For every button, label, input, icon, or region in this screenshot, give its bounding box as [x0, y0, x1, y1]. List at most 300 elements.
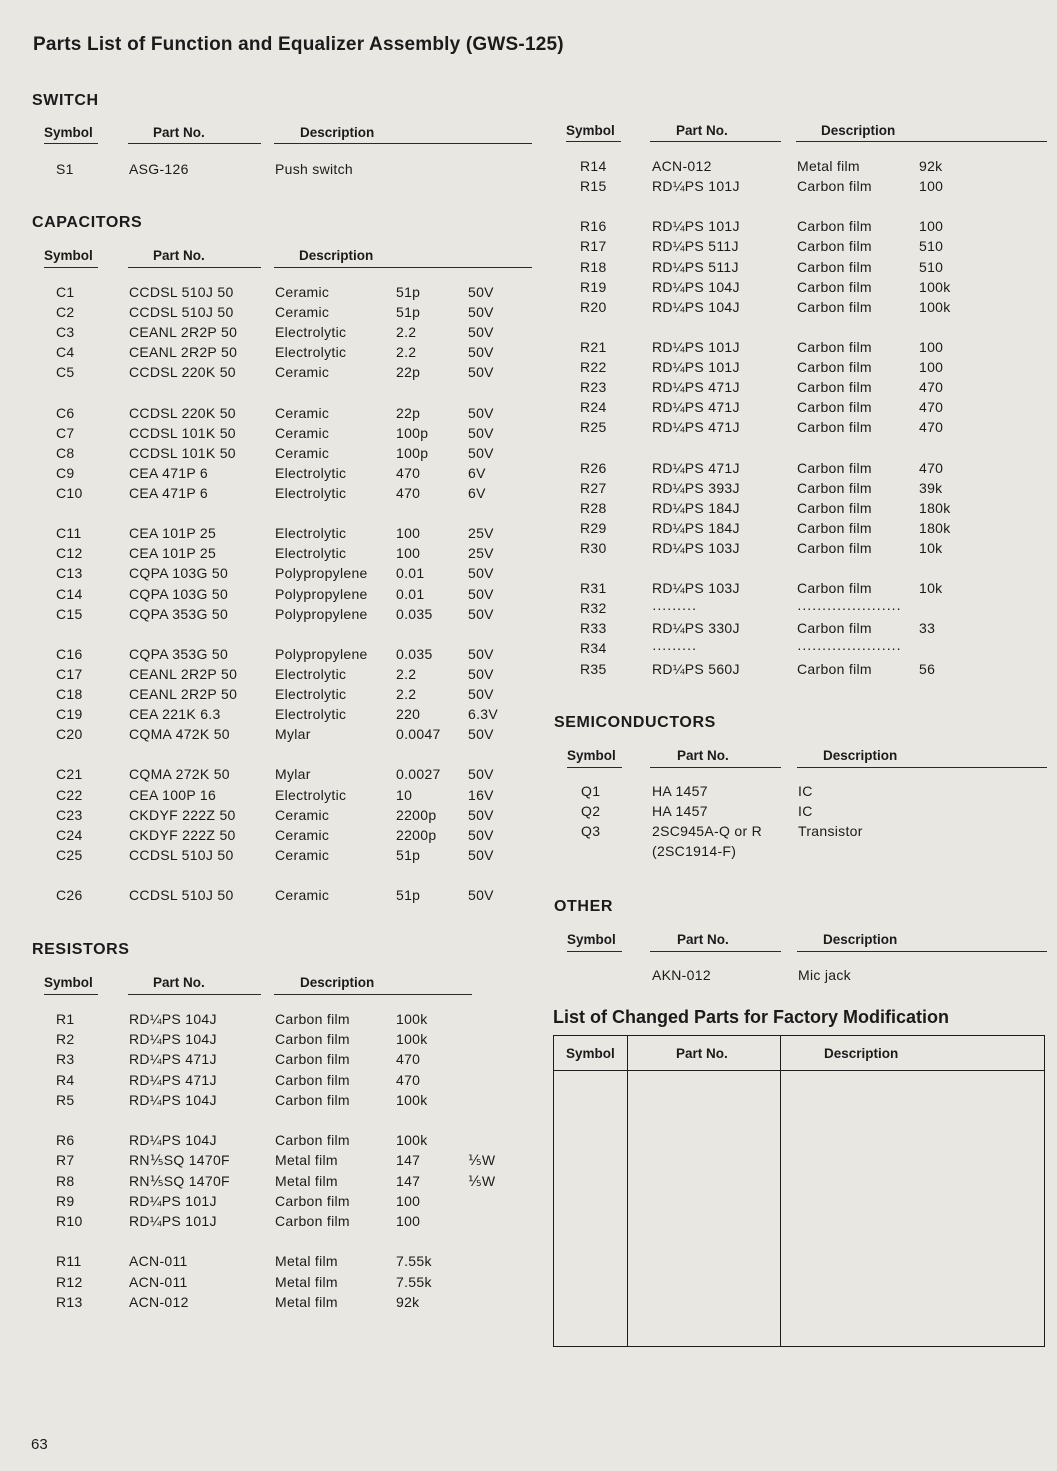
description-cell: Mylar — [275, 766, 311, 783]
value-cell: 22p — [396, 404, 421, 421]
description-cell: Carbon film — [797, 298, 872, 315]
header-rule — [567, 767, 622, 768]
symbol-cell: R23 — [580, 379, 607, 396]
symbol-cell: S1 — [56, 161, 74, 177]
symbol-cell: R31 — [580, 580, 607, 597]
description-cell: Ceramic — [275, 806, 330, 823]
description-cell: Polypropylene — [275, 565, 368, 582]
rating-cell: 50V — [468, 887, 494, 903]
description-cell: Carbon film — [797, 238, 872, 255]
description-cell: Carbon film — [275, 1213, 350, 1229]
rating-cell: 50V — [468, 665, 494, 682]
value-cell: 7.55k — [396, 1253, 432, 1270]
header-rule — [44, 267, 98, 268]
rating-cell: 50V — [468, 726, 494, 743]
rating-cell: 25V — [468, 525, 494, 542]
description-cell: Carbon film — [797, 338, 872, 355]
value-cell: 100 — [396, 525, 421, 542]
description-cell: Ceramic — [275, 846, 330, 863]
switch-symbol-header: Symbol — [44, 125, 93, 140]
value-cell: 100 — [919, 359, 944, 375]
part-number-cell: RD¼PS 511J — [652, 238, 739, 255]
value-cell: 470 — [396, 1051, 421, 1068]
description-cell: ····················· — [797, 640, 902, 657]
page-number: 63 — [31, 1436, 48, 1453]
header-rule — [650, 767, 781, 768]
rating-cell: 50V — [468, 826, 494, 843]
part-number-cell: RD¼PS 471J — [652, 419, 740, 436]
symbol-cell: C15 — [56, 605, 83, 622]
symbol-cell: R30 — [580, 539, 607, 556]
semiconductors-description-header: Description — [823, 748, 898, 763]
description-cell: Transistor — [798, 823, 863, 839]
value-cell: 56 — [919, 660, 936, 677]
part-number-cell: RD¼PS 104J — [129, 1011, 217, 1027]
symbol-cell: C12 — [56, 545, 83, 562]
value-cell: 7.55k — [396, 1273, 432, 1290]
value-cell: 470 — [396, 485, 421, 501]
header-rule — [128, 143, 261, 144]
part-number-cell: CEANL 2R2P 50 — [129, 665, 238, 682]
value-cell: 180k — [919, 499, 951, 516]
description-cell: Carbon film — [797, 379, 872, 396]
description-cell: Electrolytic — [275, 786, 347, 803]
value-cell: 100k — [396, 1031, 428, 1048]
rating-cell: 50V — [468, 404, 494, 421]
symbol-cell: C26 — [56, 887, 83, 903]
symbol-cell: C18 — [56, 686, 83, 702]
rating-cell: ⅕W — [468, 1152, 496, 1169]
part-number-cell: RD¼PS 471J — [129, 1071, 217, 1088]
description-cell: Push switch — [275, 161, 353, 177]
switch-partno-header: Part No. — [153, 125, 205, 140]
part-number-cell: RD¼PS 101J — [652, 218, 740, 235]
part-number-cell: RD¼PS 101J — [652, 359, 740, 375]
value-cell: 100k — [396, 1132, 428, 1149]
part-number-cell: RD¼PS 393J — [652, 479, 740, 496]
value-cell: 100p — [396, 424, 429, 441]
description-cell: Electrolytic — [275, 686, 347, 702]
description-cell: Carbon film — [275, 1091, 350, 1108]
page-title: Parts List of Function and Equalizer Assembly (GWS-125) — [33, 34, 564, 55]
changed-parts-column-divider — [627, 1035, 628, 1347]
description-cell: Ceramic — [275, 444, 330, 461]
description-cell: Metal film — [275, 1293, 338, 1310]
description-cell: Mic jack — [798, 967, 851, 983]
value-cell: 0.0047 — [396, 726, 441, 743]
value-cell: 0.0027 — [396, 766, 441, 783]
part-number-cell: CKDYF 222Z 50 — [129, 806, 236, 823]
part-number-cell: CCDSL 510J 50 — [129, 304, 234, 321]
rating-cell: ⅕W — [468, 1172, 496, 1189]
other-symbol-header: Symbol — [567, 932, 616, 947]
header-rule — [274, 994, 472, 995]
description-cell: Carbon film — [797, 359, 872, 375]
symbol-cell: C5 — [56, 364, 75, 381]
value-cell: 2200p — [396, 826, 437, 843]
part-number-cell: CEA 101P 25 — [129, 545, 217, 562]
part-number-cell: HA 1457 — [652, 803, 708, 819]
value-cell: 470 — [396, 464, 421, 481]
value-cell: 0.035 — [396, 645, 433, 662]
part-number-cell: RD¼PS 104J — [129, 1091, 217, 1108]
part-number-cell: CQPA 103G 50 — [129, 565, 229, 582]
symbol-cell: R20 — [580, 298, 607, 315]
description-cell: Ceramic — [275, 304, 330, 321]
rating-cell: 50V — [468, 284, 494, 300]
symbol-cell: R35 — [580, 660, 607, 677]
value-cell: 510 — [919, 258, 944, 275]
symbol-cell: C6 — [56, 404, 75, 421]
symbol-cell: R12 — [56, 1273, 83, 1290]
rating-cell: 50V — [468, 766, 494, 783]
value-cell: 51p — [396, 304, 421, 321]
capacitors-description-header: Description — [299, 248, 374, 263]
description-cell: Carbon film — [797, 278, 872, 295]
part-number-cell: CCDSL 510J 50 — [129, 846, 234, 863]
symbol-cell: Q3 — [581, 823, 601, 839]
symbol-cell: C1 — [56, 284, 75, 300]
symbol-cell: C17 — [56, 665, 83, 682]
symbol-cell: Q2 — [581, 803, 601, 819]
rating-cell: 50V — [468, 565, 494, 582]
description-cell: Ceramic — [275, 424, 330, 441]
symbol-cell: C22 — [56, 786, 83, 803]
part-number-cell: CQMA 272K 50 — [129, 766, 230, 783]
part-number-cell: CEA 471P 6 — [129, 485, 209, 501]
semiconductors-symbol-header: Symbol — [567, 748, 616, 763]
rating-cell: 50V — [468, 344, 494, 361]
description-cell: Electrolytic — [275, 525, 347, 542]
rating-cell: 50V — [468, 645, 494, 662]
value-cell: 180k — [919, 519, 951, 536]
rating-cell: 50V — [468, 605, 494, 622]
header-rule — [650, 141, 781, 142]
symbol-cell: R22 — [580, 359, 607, 375]
part-number-cell: RD¼PS 104J — [652, 298, 740, 315]
symbol-cell: R6 — [56, 1132, 75, 1149]
value-cell: 470 — [919, 459, 944, 476]
value-cell: 100k — [396, 1091, 428, 1108]
part-number-cell: CCDSL 510J 50 — [129, 284, 234, 300]
symbol-cell: R7 — [56, 1152, 75, 1169]
symbol-cell: R13 — [56, 1293, 83, 1310]
header-rule — [274, 267, 532, 268]
symbol-cell: C16 — [56, 645, 83, 662]
symbol-cell: R9 — [56, 1192, 75, 1209]
part-number-cell: CEANL 2R2P 50 — [129, 344, 238, 361]
part-number-cell: RD¼PS 103J — [652, 580, 740, 597]
symbol-cell: R14 — [580, 158, 607, 174]
symbol-cell: R11 — [56, 1253, 82, 1270]
value-cell: 2.2 — [396, 344, 417, 361]
description-cell: Polypropylene — [275, 605, 368, 622]
symbol-cell: R18 — [580, 258, 607, 275]
description-cell: Carbon film — [797, 178, 872, 195]
description-cell: Carbon film — [275, 1071, 350, 1088]
part-number-cell: RD¼PS 471J — [652, 459, 740, 476]
description-cell: Electrolytic — [275, 464, 347, 481]
part-number-cell: RD¼PS 184J — [652, 519, 740, 536]
symbol-cell: C24 — [56, 826, 83, 843]
value-cell: 39k — [919, 479, 943, 496]
part-number-cell: ACN-011 — [129, 1273, 188, 1290]
value-cell: 2.2 — [396, 324, 417, 341]
symbol-cell: R26 — [580, 459, 607, 476]
rating-cell: 6V — [468, 464, 486, 481]
part-number-cell: CEA 221K 6.3 — [129, 706, 221, 723]
symbol-cell: C7 — [56, 424, 75, 441]
part-number-cell: RD¼PS 330J — [652, 620, 740, 637]
symbol-cell: C21 — [56, 766, 83, 783]
part-number-cell: CEA 100P 16 — [129, 786, 217, 803]
value-cell: 51p — [396, 284, 421, 300]
description-cell: Carbon film — [797, 580, 872, 597]
symbol-cell: R10 — [56, 1213, 83, 1229]
part-number-cell: RD¼PS 101J — [652, 178, 740, 195]
symbol-cell: R8 — [56, 1172, 75, 1189]
header-rule — [567, 951, 622, 952]
description-cell: Electrolytic — [275, 324, 347, 341]
part-number-cell: ASG-126 — [129, 161, 189, 177]
description-cell: Carbon film — [797, 419, 872, 436]
changed-parts-column-divider — [780, 1035, 781, 1347]
rating-cell: 50V — [468, 364, 494, 381]
rating-cell: 50V — [468, 444, 494, 461]
part-number-cell: RD¼PS 104J — [652, 278, 740, 295]
symbol-cell: R2 — [56, 1031, 75, 1048]
part-number-cell: CCDSL 101K 50 — [129, 444, 236, 461]
symbol-cell: C11 — [56, 525, 82, 542]
part-number-cell: CQPA 353G 50 — [129, 645, 229, 662]
description-cell: Metal film — [275, 1172, 338, 1189]
value-cell: 2.2 — [396, 665, 417, 682]
part-number-cell: 2SC945A-Q or R — [652, 823, 763, 839]
symbol-cell: R3 — [56, 1051, 75, 1068]
part-number-cell: RD¼PS 471J — [652, 379, 740, 396]
resistors-cont-description-header: Description — [821, 123, 896, 138]
value-cell: 10k — [919, 580, 943, 597]
rating-cell: 50V — [468, 304, 494, 321]
description-cell: Ceramic — [275, 364, 330, 381]
resistors-cont-symbol-header: Symbol — [566, 123, 615, 138]
switch-description-header: Description — [300, 125, 375, 140]
description-cell: Carbon film — [275, 1011, 350, 1027]
rating-cell: 50V — [468, 424, 494, 441]
description-cell: Carbon film — [275, 1192, 350, 1209]
part-number-cell: CQMA 472K 50 — [129, 726, 230, 743]
value-cell: 100k — [396, 1011, 428, 1027]
description-cell: Carbon film — [275, 1132, 350, 1149]
value-cell: 100k — [919, 298, 951, 315]
part-number-cell: (2SC1914-F) — [652, 843, 737, 859]
part-number-cell: RD¼PS 101J — [129, 1213, 217, 1229]
rating-cell: 16V — [468, 786, 494, 803]
part-number-cell: RN⅕SQ 1470F — [129, 1172, 230, 1189]
description-cell: Ceramic — [275, 887, 330, 903]
value-cell: 2200p — [396, 806, 437, 823]
value-cell: 10k — [919, 539, 943, 556]
description-cell: Carbon film — [275, 1031, 350, 1048]
description-cell: Electrolytic — [275, 706, 347, 723]
part-number-cell: CEANL 2R2P 50 — [129, 324, 238, 341]
symbol-cell: R32 — [580, 600, 607, 617]
description-cell: Carbon film — [797, 258, 872, 275]
value-cell: 51p — [396, 846, 421, 863]
value-cell: 147 — [396, 1152, 421, 1169]
value-cell: 470 — [919, 399, 944, 416]
symbol-cell: C8 — [56, 444, 75, 461]
header-rule — [128, 267, 261, 268]
part-number-cell: RN⅕SQ 1470F — [129, 1152, 230, 1169]
part-number-cell: CEANL 2R2P 50 — [129, 686, 238, 702]
rating-cell: 6.3V — [468, 706, 498, 723]
symbol-cell: C3 — [56, 324, 75, 341]
part-number-cell: RD¼PS 101J — [652, 338, 740, 355]
header-rule — [650, 951, 781, 952]
symbol-cell: R27 — [580, 479, 607, 496]
symbol-cell: C4 — [56, 344, 75, 361]
description-cell: Carbon film — [797, 479, 872, 496]
symbol-cell: C10 — [56, 485, 83, 501]
description-cell: IC — [798, 783, 813, 799]
part-number-cell: RD¼PS 511J — [652, 258, 739, 275]
description-cell: Electrolytic — [275, 485, 347, 501]
value-cell: 51p — [396, 887, 421, 903]
resistors-cont-partno-header: Part No. — [676, 123, 728, 138]
value-cell: 470 — [919, 419, 944, 436]
description-cell: Carbon film — [797, 539, 872, 556]
value-cell: 0.01 — [396, 565, 425, 582]
value-cell: 100 — [396, 1192, 421, 1209]
description-cell: Electrolytic — [275, 344, 347, 361]
symbol-cell: R5 — [56, 1091, 75, 1108]
description-cell: Electrolytic — [275, 665, 347, 682]
changed-parts-symbol-header: Symbol — [566, 1046, 615, 1061]
symbol-cell: R17 — [580, 238, 607, 255]
value-cell: 470 — [919, 379, 944, 396]
header-rule — [797, 767, 1047, 768]
changed-parts-title: List of Changed Parts for Factory Modification — [553, 1007, 950, 1027]
value-cell: 10 — [396, 786, 413, 803]
part-number-cell: CQPA 353G 50 — [129, 605, 229, 622]
symbol-cell: C23 — [56, 806, 83, 823]
resistors-partno-header: Part No. — [153, 975, 205, 990]
other-description-header: Description — [823, 932, 898, 947]
symbol-cell: C13 — [56, 565, 83, 582]
value-cell: 100 — [919, 218, 944, 235]
description-cell: Polypropylene — [275, 585, 368, 602]
part-number-cell: CKDYF 222Z 50 — [129, 826, 236, 843]
part-number-cell: AKN-012 — [652, 967, 711, 983]
description-cell: Carbon film — [797, 459, 872, 476]
value-cell: 100 — [396, 1213, 421, 1229]
other-heading: OTHER — [554, 898, 613, 915]
description-cell: Metal film — [797, 158, 860, 174]
part-number-cell: CEA 101P 25 — [129, 525, 217, 542]
header-rule — [566, 141, 621, 142]
symbol-cell: C25 — [56, 846, 83, 863]
rating-cell: 50V — [468, 686, 494, 702]
value-cell: 92k — [396, 1293, 420, 1310]
value-cell: 22p — [396, 364, 421, 381]
part-number-cell: ACN-012 — [652, 158, 712, 174]
symbol-cell: R16 — [580, 218, 607, 235]
description-cell: Ceramic — [275, 404, 330, 421]
part-number-cell: ACN-011 — [129, 1253, 188, 1270]
symbol-cell: R21 — [580, 338, 607, 355]
part-number-cell: RD¼PS 104J — [129, 1031, 217, 1048]
description-cell: Carbon film — [797, 620, 872, 637]
part-number-cell: CCDSL 101K 50 — [129, 424, 236, 441]
value-cell: 33 — [919, 620, 936, 637]
symbol-cell: C20 — [56, 726, 83, 743]
description-cell: Carbon film — [797, 499, 872, 516]
rating-cell: 50V — [468, 806, 494, 823]
header-rule — [128, 994, 261, 995]
description-cell: Carbon film — [797, 399, 872, 416]
symbol-cell: C14 — [56, 585, 83, 602]
description-cell: Carbon film — [797, 660, 872, 677]
value-cell: 92k — [919, 158, 943, 174]
resistors-symbol-header: Symbol — [44, 975, 93, 990]
symbol-cell: R25 — [580, 419, 607, 436]
part-number-cell: CEA 471P 6 — [129, 464, 209, 481]
rating-cell: 50V — [468, 585, 494, 602]
part-number-cell: RD¼PS 101J — [129, 1192, 217, 1209]
symbol-cell: C9 — [56, 464, 75, 481]
description-cell: Electrolytic — [275, 545, 347, 562]
value-cell: 470 — [396, 1071, 421, 1088]
symbol-cell: R34 — [580, 640, 607, 657]
part-number-cell: RD¼PS 104J — [129, 1132, 217, 1149]
description-cell: ····················· — [797, 600, 902, 617]
header-rule — [274, 143, 532, 144]
changed-parts-partno-header: Part No. — [676, 1046, 728, 1061]
header-rule — [797, 951, 1047, 952]
header-rule — [44, 994, 98, 995]
symbol-cell: C19 — [56, 706, 83, 723]
part-number-cell: HA 1457 — [652, 783, 708, 799]
value-cell: 100 — [919, 178, 944, 195]
capacitors-heading: CAPACITORS — [32, 214, 143, 231]
description-cell: Ceramic — [275, 284, 330, 300]
symbol-cell: R33 — [580, 620, 607, 637]
resistors-heading: RESISTORS — [32, 941, 130, 958]
description-cell: Carbon film — [275, 1051, 350, 1068]
other-partno-header: Part No. — [677, 932, 729, 947]
description-cell: Metal film — [275, 1273, 338, 1290]
part-number-cell: CCDSL 220K 50 — [129, 364, 236, 381]
part-number-cell: RD¼PS 471J — [129, 1051, 217, 1068]
symbol-cell: R4 — [56, 1071, 75, 1088]
value-cell: 0.01 — [396, 585, 425, 602]
rating-cell: 25V — [468, 545, 494, 562]
semiconductors-heading: SEMICONDUCTORS — [554, 714, 716, 731]
capacitors-partno-header: Part No. — [153, 248, 205, 263]
part-number-cell: RD¼PS 184J — [652, 499, 740, 516]
symbol-cell: R24 — [580, 399, 607, 416]
rating-cell: 6V — [468, 485, 486, 501]
description-cell: Metal film — [275, 1253, 338, 1270]
rating-cell: 50V — [468, 324, 494, 341]
description-cell: Polypropylene — [275, 645, 368, 662]
description-cell: Carbon film — [797, 218, 872, 235]
value-cell: 147 — [396, 1172, 421, 1189]
switch-heading: SWITCH — [32, 92, 99, 109]
semiconductors-partno-header: Part No. — [677, 748, 729, 763]
description-cell: Ceramic — [275, 826, 330, 843]
